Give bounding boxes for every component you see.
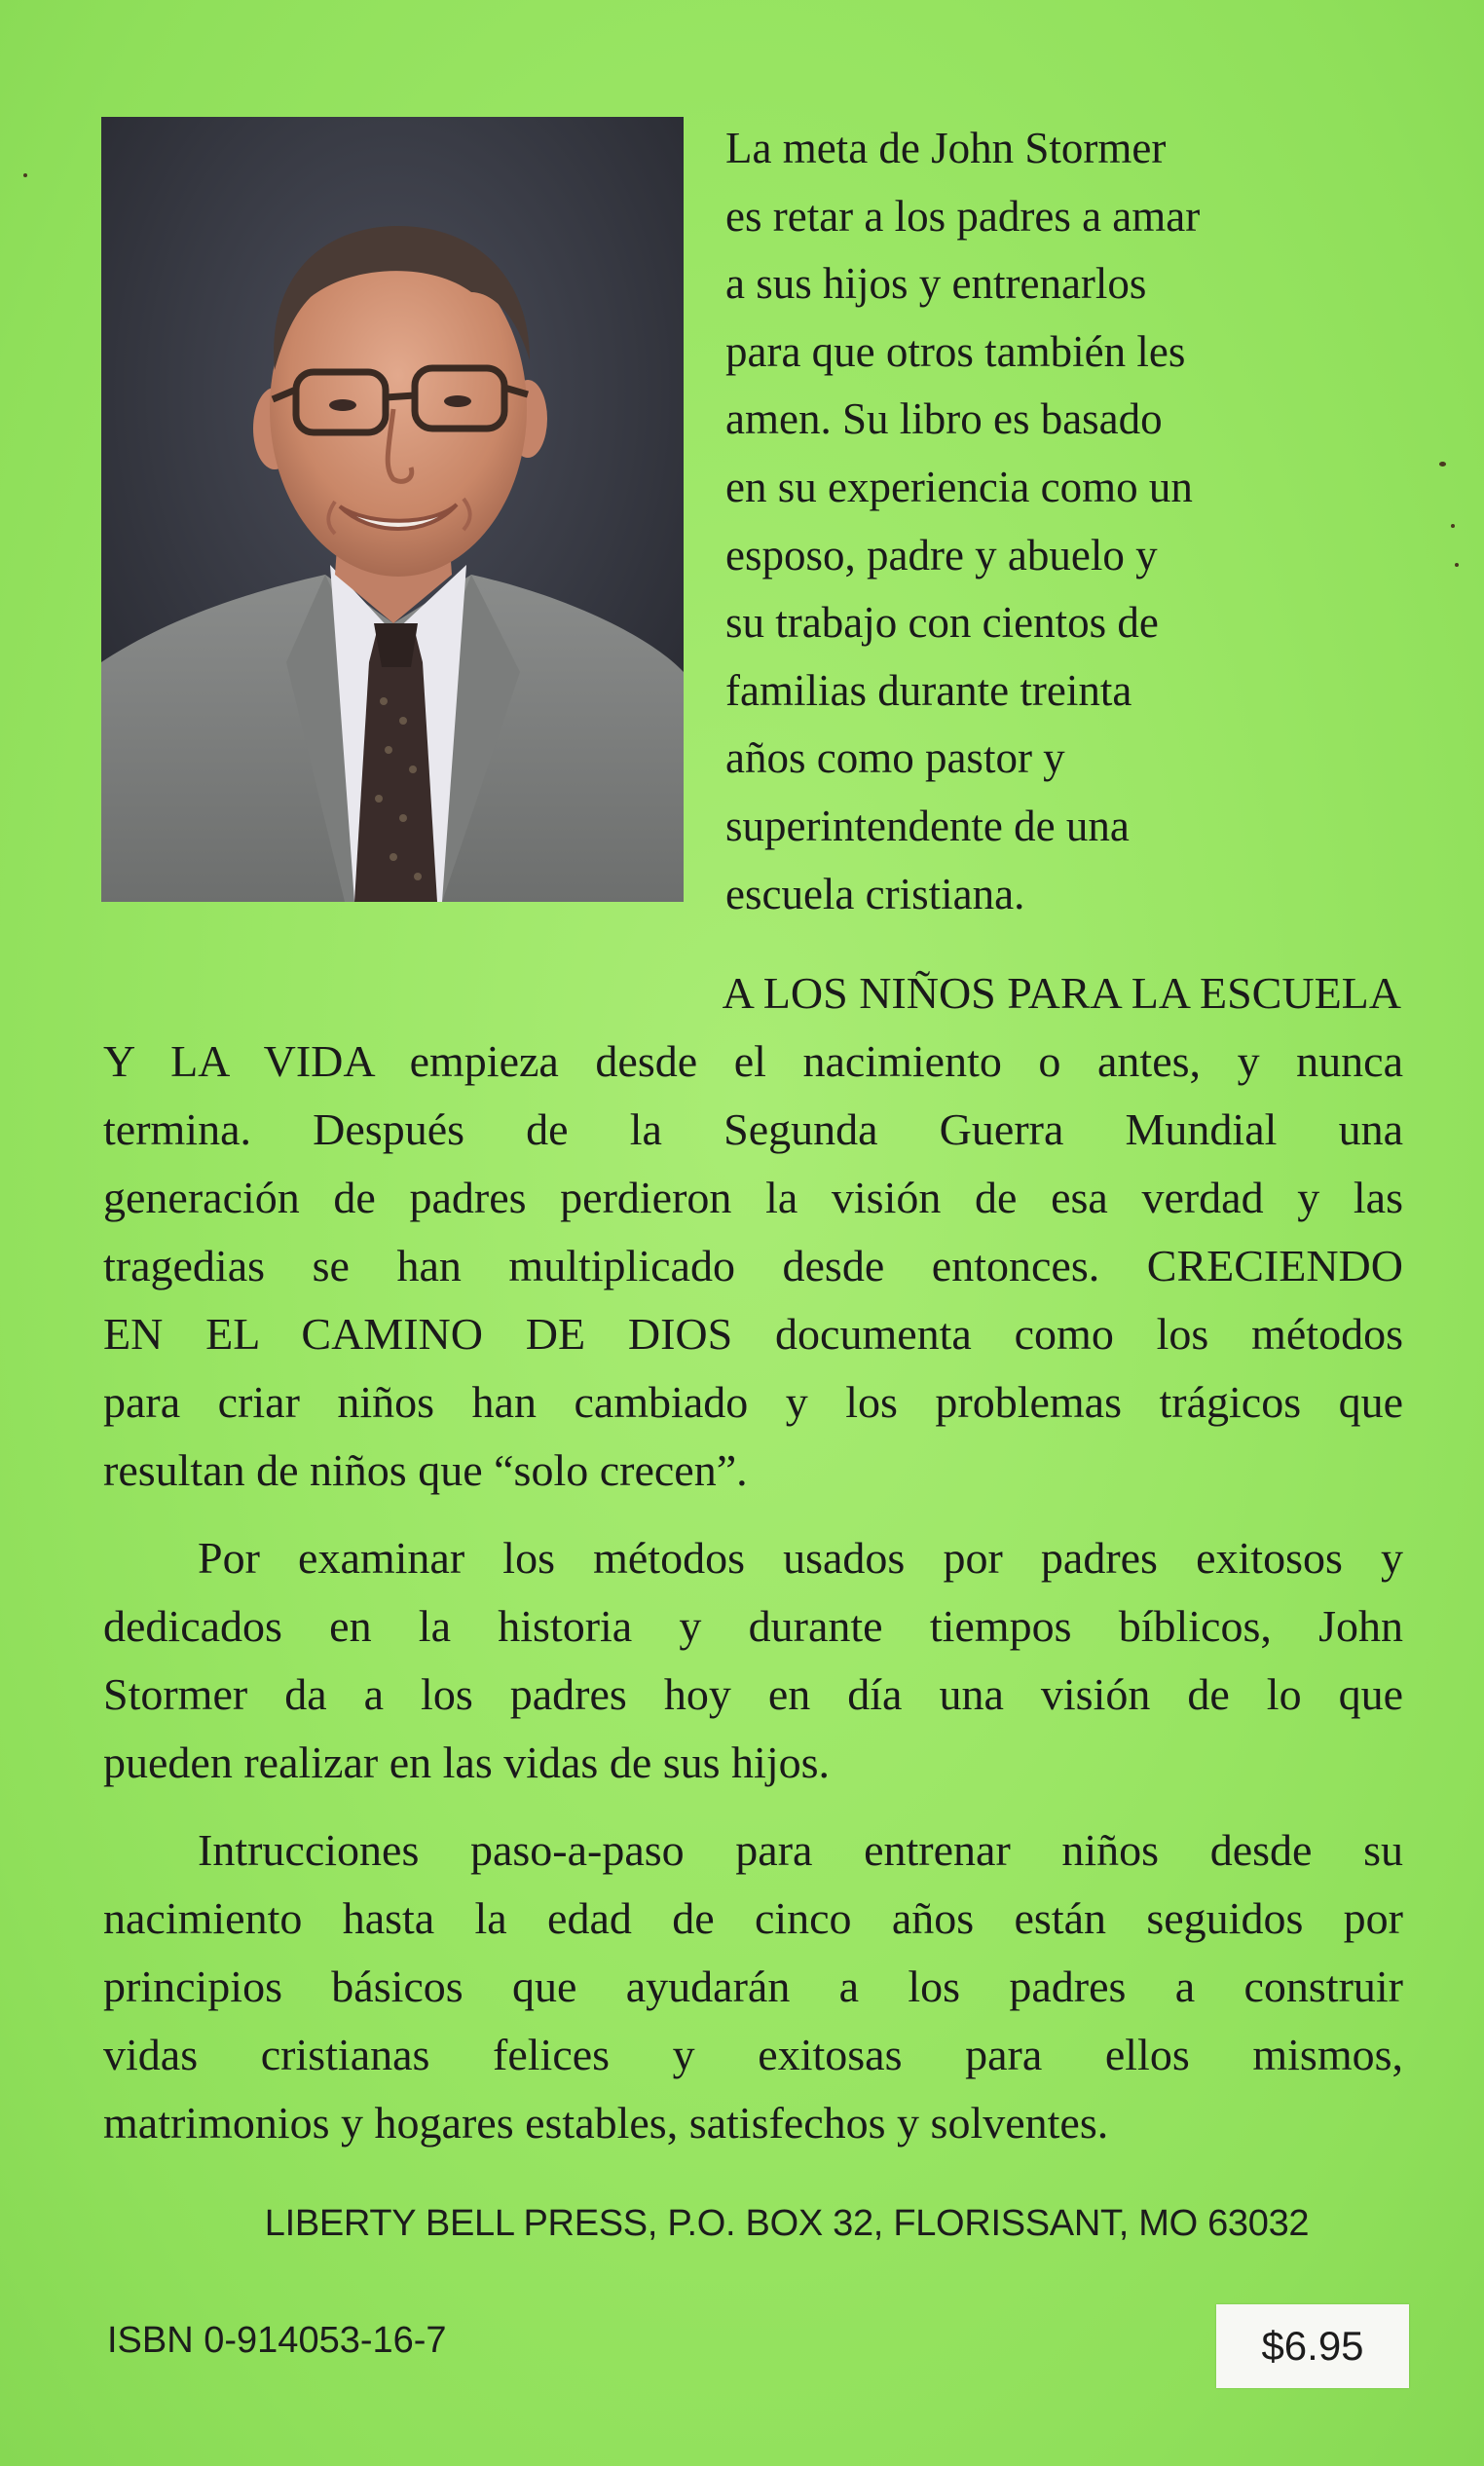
cover-speck	[1455, 563, 1459, 567]
description-paragraph-1	[103, 959, 1403, 1505]
bio-line: escuela cristiana.	[725, 869, 1025, 918]
paragraph-line: Stormer da a los padres hoy en día una visión de lo que	[103, 1669, 1403, 1719]
bio-line: amen. Su libro es basado	[725, 394, 1163, 444]
paragraph-line: resultan de niños que “solo crecen”.	[103, 1445, 748, 1495]
author-photo	[101, 117, 684, 902]
bio-line: familias durante treinta	[725, 665, 1132, 715]
bio-line: esposo, padre y abuelo y	[725, 530, 1158, 579]
paragraph-line: vidas cristianas felices y exitosas para ellos mismos,	[103, 2030, 1403, 2079]
paragraph-line: generación de padres perdieron la visión de esa verdad y las	[103, 1173, 1403, 1222]
price-sticker	[1216, 2304, 1409, 2388]
paragraph-line: Por examinar los métodos usados por padres exitosos y	[198, 1533, 1403, 1583]
description-paragraph-2	[103, 1524, 1403, 1797]
publisher-address: LIBERTY BELL PRESS, P.O. BOX 32, FLORISSANT, MO 63032	[264, 2203, 1310, 2244]
bio-line: superintendente de una	[725, 801, 1130, 850]
paragraph-line: A LOS NIÑOS PARA LA ESCUELA	[722, 968, 1401, 1018]
isbn-number: ISBN 0-914053-16-7	[107, 2320, 447, 2361]
cover-speck	[23, 173, 27, 177]
bio-line: para que otros también les	[725, 326, 1186, 376]
cover-speck	[1439, 462, 1446, 467]
bio-line: es retar a los padres a amar	[725, 191, 1201, 241]
paragraph-line: termina. Después de la Segunda Guerra Mundial una	[103, 1104, 1403, 1154]
book-description	[103, 959, 1403, 2157]
paragraph-line: nacimiento hasta la edad de cinco años están seguidos por	[103, 1893, 1403, 1943]
price-value: $6.95	[1261, 2323, 1364, 2369]
paragraph-line: matrimonios y hogares estables, satisfechos y solventes.	[103, 2098, 1109, 2148]
cover-speck	[1451, 524, 1455, 528]
paragraph-line: para criar niños han cambiado y los problemas trágicos que	[103, 1377, 1403, 1427]
bio-line: La meta de John Stormer	[725, 124, 1167, 172]
paragraph-line: tragedias se han multiplicado desde entonces. CRECIENDO	[103, 1241, 1403, 1290]
description-paragraph-3	[103, 1816, 1403, 2157]
author-bio	[725, 115, 1407, 928]
paragraph-line: EN EL CAMINO DE DIOS documenta como los métodos	[103, 1309, 1403, 1359]
bio-line: su trabajo con cientos de	[725, 598, 1159, 648]
bio-line: a sus hijos y entrenarlos	[725, 259, 1147, 309]
paragraph-line: dedicados en la historia y durante tiempos bíblicos, John	[103, 1601, 1403, 1651]
paragraph-line: Y LA VIDA empieza desde el nacimiento o antes, y nunca	[103, 1036, 1403, 1086]
paragraph-line: pueden realizar en las vidas de sus hijos.	[103, 1737, 830, 1787]
paragraph-line: principios básicos que ayudarán a los padres a construir	[103, 1962, 1403, 2011]
paragraph-line: Intrucciones paso-a-paso para entrenar niños desde su	[198, 1825, 1403, 1875]
bio-line: en su experiencia como un	[725, 462, 1193, 511]
bio-line: años como pastor y	[725, 733, 1065, 783]
